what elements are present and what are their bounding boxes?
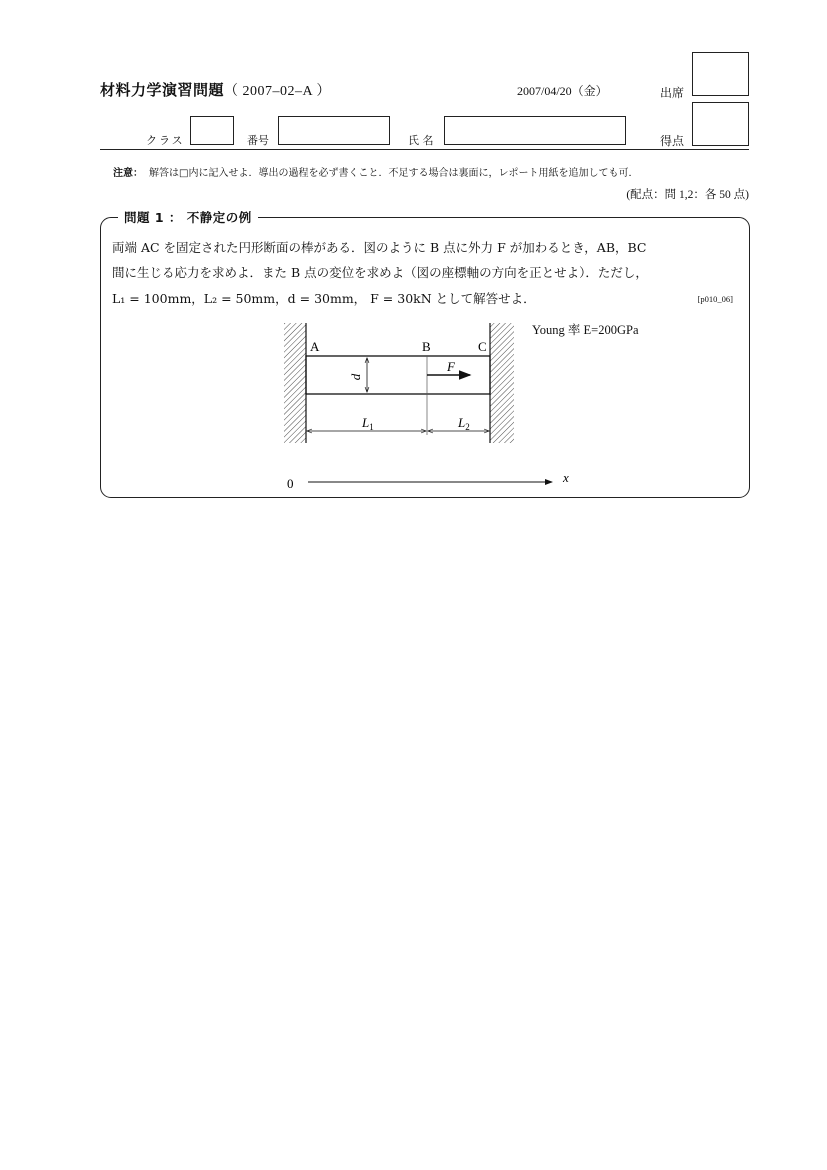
- score-label: 得点: [660, 134, 685, 148]
- diameter-label: d: [348, 373, 363, 381]
- length2-label: $L_2$: [458, 415, 470, 432]
- points-allocation: (配点：問 1,2：各 50 点): [626, 189, 749, 201]
- name-label: 氏 名: [408, 134, 434, 147]
- problem-text-line-1: 両端 AC を固定された円形断面の棒がある．図のように B 点に外力 F が加わるとき，AB，BC: [112, 240, 647, 255]
- notice: [113, 164, 638, 179]
- class-box[interactable]: [190, 116, 234, 145]
- score-box[interactable]: [692, 102, 749, 146]
- title-text: 材料力学演習問題: [100, 81, 225, 99]
- young-modulus: Young 率 E=200GPa: [532, 323, 639, 337]
- problem-text-line-2: 間に生じる応力を求めよ．また B 点の変位を求めよ（図の座標軸の方向を正とせよ）．ただし，: [112, 265, 648, 280]
- problem-reference: [p010_06]: [697, 294, 733, 304]
- header-rule: [100, 149, 749, 150]
- page-title: [100, 79, 331, 100]
- attendance-label: 出席: [660, 86, 685, 100]
- left-wall: [284, 323, 306, 443]
- origin-label: 0: [287, 476, 294, 491]
- beam-diagram: [270, 315, 570, 495]
- problem-text-line-3: L₁ = 100mm，L₂ = 50mm，d = 30mm， F = 30kN として解答せよ．: [112, 291, 536, 306]
- notice-text: 解答は□内に記入せよ．導出の過程を必ず書くこと．不足する場合は裏面に，レポート用紙を追加しても可．: [149, 168, 639, 179]
- right-wall: [490, 323, 514, 443]
- point-c-label: C: [478, 339, 487, 354]
- point-b-label: B: [422, 339, 431, 354]
- force-label: F: [447, 359, 455, 374]
- notice-label: 注意：: [113, 168, 143, 179]
- number-box[interactable]: [278, 116, 390, 145]
- length1-label: $L_1$: [362, 415, 374, 432]
- problem-title: 問題 1 ： 不静定の例: [118, 208, 258, 226]
- attendance-box[interactable]: [692, 52, 749, 96]
- class-label: クラス: [146, 134, 185, 147]
- point-a-label: A: [310, 339, 320, 354]
- name-box[interactable]: [444, 116, 626, 145]
- title-code: （ 2007–02–A ）: [224, 84, 331, 99]
- number-label: 番号: [247, 134, 269, 147]
- axis-label: x: [563, 470, 569, 485]
- exam-date: 2007/04/20（金）: [517, 84, 608, 98]
